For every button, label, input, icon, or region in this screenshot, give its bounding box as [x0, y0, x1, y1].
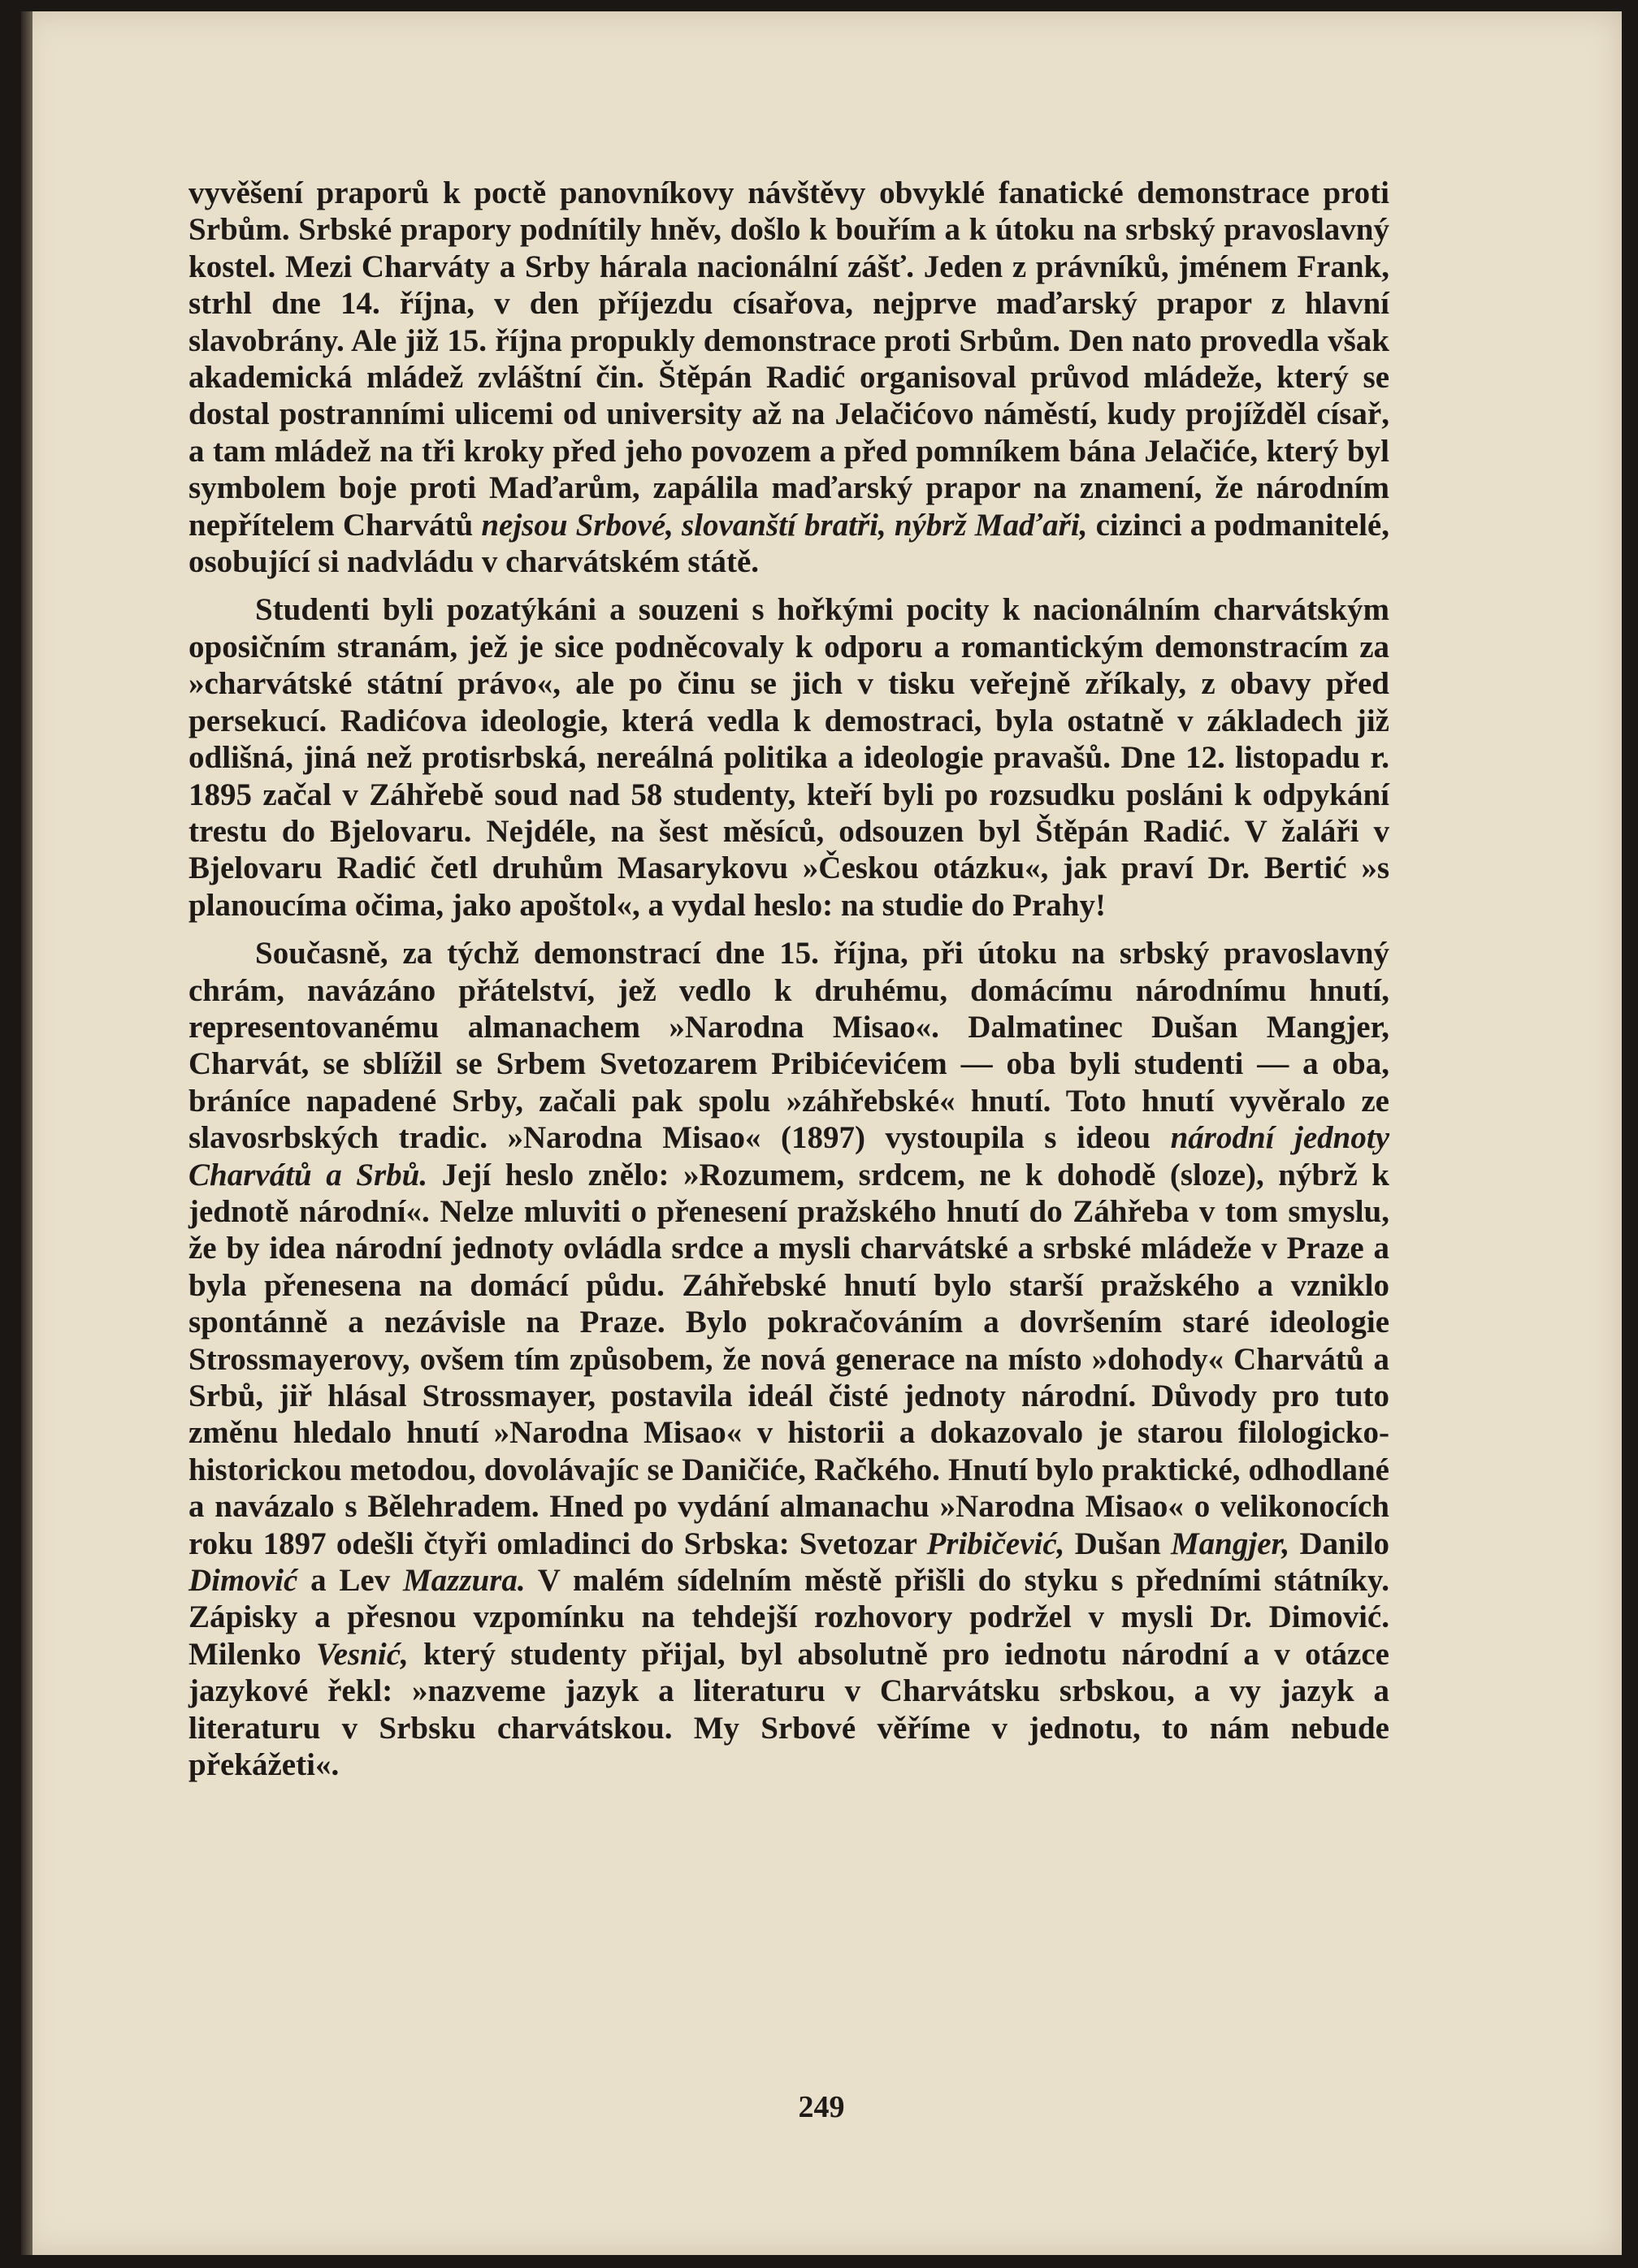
paragraph-3-italic-5: Mazzura.: [403, 1563, 526, 1599]
paragraph-3-run-2: Její heslo znělo: »Rozumem, srdcem, ne k dohodě (sloze), nýbrž k jednotě národní«. Nelze mluviti o přenesení pražského hnutí do Záhřeba v tom smyslu, že by idea národní jednoty ovládla srdce a mysli charvátské a srbské mládeže v Praze a byla přenesena na domácí půdu. Záhřebské hnutí bylo starší pražského a vzniklo spontánně a nezávisle na Praze. Bylo pokračováním a dovršením staré ideologie Strossmayerovy, ovšem tím způsobem, že nová generace na místo »dohody« Charvátů a Srbů, jiř hlásal Strossmayer, postavila ideál čisté jednoty národní. Důvody pro tuto změnu hledalo hnutí »Narodna Misao« v historii a dokazovalo je starou filologicko-historickou metodou, dovolávajíc se Daničiće, Račkého. Hnutí bylo praktické, odhodlané a navázalo s Bělehradem. Hned po vydání almanachu »Narodna Misao« o velikonocích roku 1897 odešli čtyři omladinci do Srbska: Svetozar: [188, 1157, 1389, 1561]
page-number: 249: [798, 2090, 845, 2124]
paragraph-1-run-2: cizinci a podmanitelé, osobující si nadvládu v charvátském státě.: [188, 507, 1389, 580]
page-binding-edge: [21, 11, 32, 2255]
paragraph-3-italic-3: Mangjer,: [1171, 1526, 1290, 1561]
paragraph-3-run-5: a Lev: [297, 1563, 403, 1599]
paragraph-1-italic-1: nejsou Srbové, slovanští bratři, nýbrž Maďaři,: [481, 507, 1088, 543]
paragraph-3: [188, 935, 1389, 1783]
paragraph-3-italic-1: národní jednoty Charvátů a Srbů.: [188, 1120, 1390, 1192]
paragraph-3-italic-4: Dimović: [188, 1563, 298, 1599]
paragraph-3-italic-2: Pribičević,: [926, 1526, 1065, 1561]
paragraph-3-run-1: Současně, za týchž demonstrací dne 15. října, při útoku na srbský pravoslavný chrám, navázáno přátelství, jež vedlo k druhému, domácímu národnímu hnutí, representovanému almanachem »Narodna Misao«. Dalmatinec Dušan Mangjer, Charvát, se sblížil se Srbem Svetozarem Pribićevićem — oba byli studenti — a oba, bráníce napadené Srby, začali pak spolu »záhřebské« hnutí. Toto hnutí vyvěralo ze slavosrbských tradic. »Narodna Misao« (1897) vystoupila s ideou: [188, 936, 1389, 1156]
paragraph-3-run-7: který studenty přijal, byl absolutně pro iednotu národní a v otázce jazykové řekl: »nazveme jazyk a literaturu v Charvátsku srbskou, a vy jazyk a literaturu v Srbsku charvátskou. My Srbové věříme v jednotu, to nám nebude překážeti«.: [188, 1636, 1389, 1783]
paragraph-3-run-4: Danilo: [1289, 1526, 1389, 1561]
paragraph-3-italic-6: Vesnić,: [316, 1636, 409, 1672]
paragraph-1: [188, 175, 1389, 580]
paragraph-1-run-1: vyvěšení praporů k poctě panovníkovy návštěvy obvyklé fanatické demonstrace proti Srbům. Srbské prapory podnítily hněv, došlo k bouřím a k útoku na srbský pravoslavný kostel. Mezi Charváty a Srby hárala nacionální zášť. Jeden z právníků, jménem Frank, strhl dne 14. října, v den příjezdu císařova, nejprve maďarský prapor z hlavní slavobrány. Ale již 15. října propukly demonstrace proti Srbům. Den nato provedla však akademická mládež zvláštní čin. Štěpán Radić organisoval průvod mládeže, který se dostal postranními ulicemi od university až na Jelačićovo náměstí, kudy projížděl císař, a tam mládež na tři kroky před jeho povozem a před pomníkem bána Jelačiće, který byl symbolem boje proti Maďarům, zapálila maďarský prapor na znamení, že národním nepřítelem Charvátů: [188, 175, 1389, 543]
paragraph-3-run-3: Dušan: [1064, 1526, 1171, 1561]
body-text: [188, 175, 1389, 1783]
paragraph-2-run-1: Studenti byli pozatýkáni a souzeni s hořkými pocity k nacionálním charvátským oposičním stranám, jež je sice podněcovaly k odporu a romantickým demonstracím za »charvátské státní právo«, ale po činu se jich v tisku veřejně zříkaly, z obavy před persekucí. Radićova ideologie, která vedla k demostraci, byla ostatně v základech již odlišná, jiná než protisrbská, nereálná politika a ideologie pravašů. Dne 12. listopadu r. 1895 začal v Záhřebě soud nad 58 studenty, kteří byli po rozsudku posláni k odpykání trestu do Bjelovaru. Nejdéle, na šest měsíců, odsouzen byl Štěpán Radić. V žaláři v Bjelovaru Radić četl druhům Masarykovu »Českou otázku«, jak praví Dr. Bertić »s planoucíma očima, jako apoštol«, a vydal heslo: na studie do Prahy!: [188, 592, 1389, 923]
paragraph-3-run-6: V malém sídelním městě přišli do styku s předními státníky. Zápisky a přesnou vzpomínku na tehdejší rozhovory podržel v mysli Dr. Dimović. Milenko: [188, 1563, 1389, 1672]
paragraph-2: [188, 591, 1389, 924]
